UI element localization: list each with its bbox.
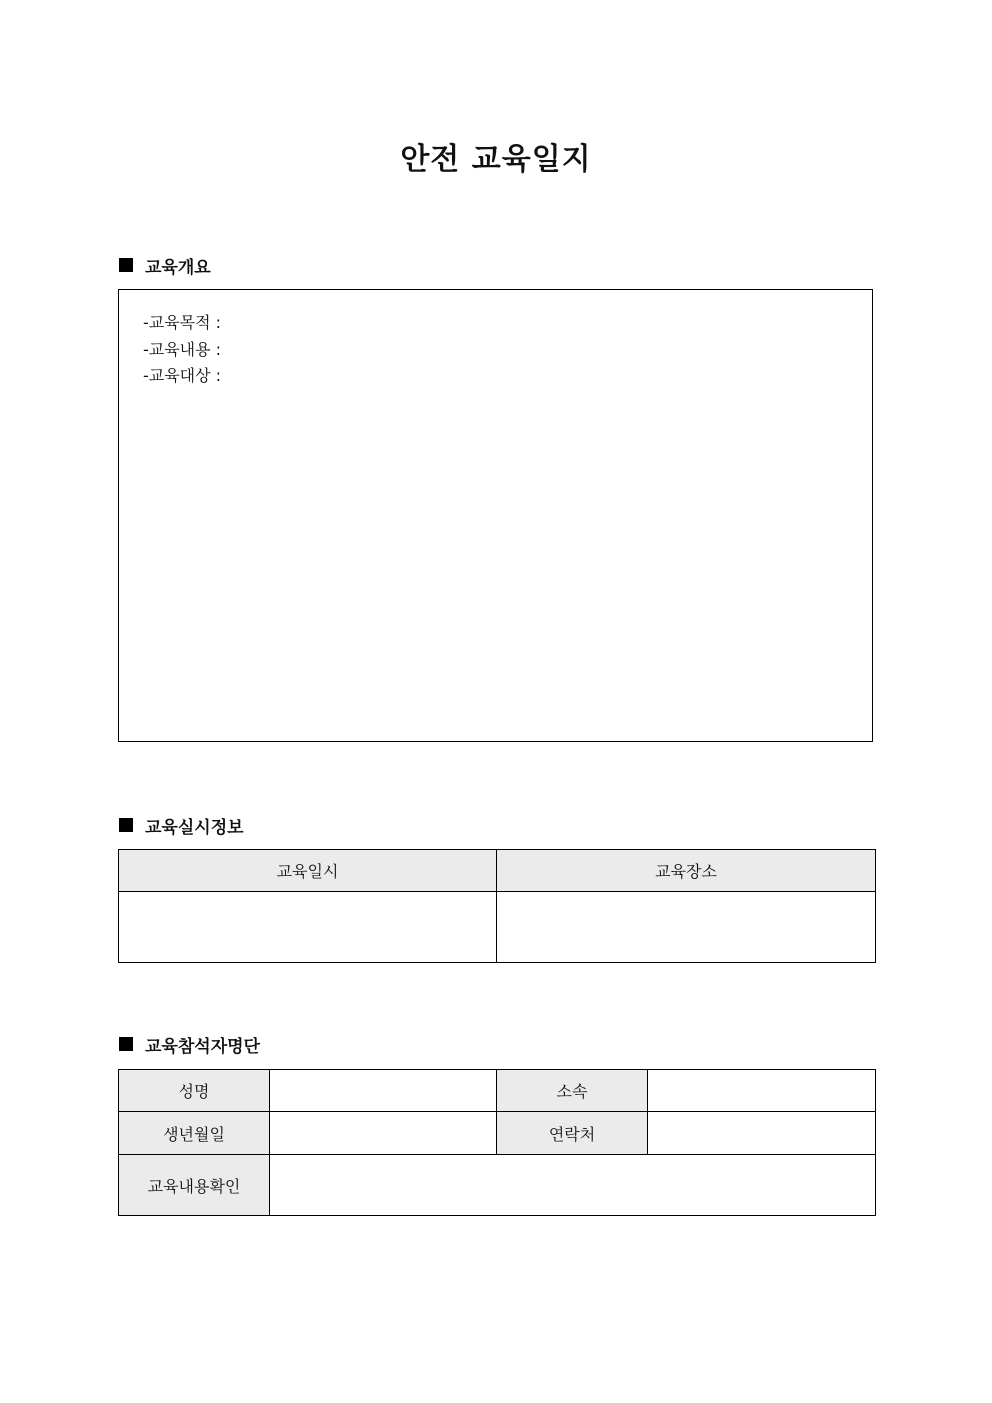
affiliation-cell[interactable] <box>648 1070 876 1112</box>
overview-content-line: -교육내용 : <box>143 339 222 359</box>
name-label: 성명 <box>119 1070 270 1112</box>
session-heading-label: 교육실시정보 <box>145 817 244 838</box>
session-date-cell[interactable] <box>119 892 497 963</box>
attendee-table <box>118 1069 876 1216</box>
overview-heading-label: 교육개요 <box>145 257 211 278</box>
confirm-label: 교육내용확인 <box>119 1155 270 1216</box>
overview-box[interactable] <box>118 289 873 742</box>
session-table <box>118 849 876 963</box>
overview-target-line: -교육대상 : <box>143 366 222 385</box>
square-bullet-icon <box>119 818 133 832</box>
session-place-header: 교육장소 <box>497 850 876 892</box>
confirm-cell[interactable] <box>270 1155 876 1216</box>
contact-cell[interactable] <box>648 1112 876 1155</box>
square-bullet-icon <box>119 258 133 272</box>
attendee-heading-label: 교육참석자명단 <box>145 1036 260 1057</box>
session-date-header: 교육일시 <box>119 850 497 892</box>
affiliation-label: 소속 <box>497 1070 648 1112</box>
square-bullet-icon <box>119 1037 133 1051</box>
attendee-heading <box>119 1033 260 1055</box>
page-title: 안전 교육일지 <box>400 142 592 177</box>
session-heading <box>119 814 244 836</box>
birth-date-label: 생년월일 <box>119 1112 270 1155</box>
birth-date-cell[interactable] <box>270 1112 497 1155</box>
contact-label: 연락처 <box>497 1112 648 1155</box>
name-cell[interactable] <box>270 1070 497 1112</box>
overview-heading <box>119 254 211 276</box>
session-place-cell[interactable] <box>497 892 876 963</box>
overview-purpose-line: -교육목적 : <box>143 313 222 332</box>
